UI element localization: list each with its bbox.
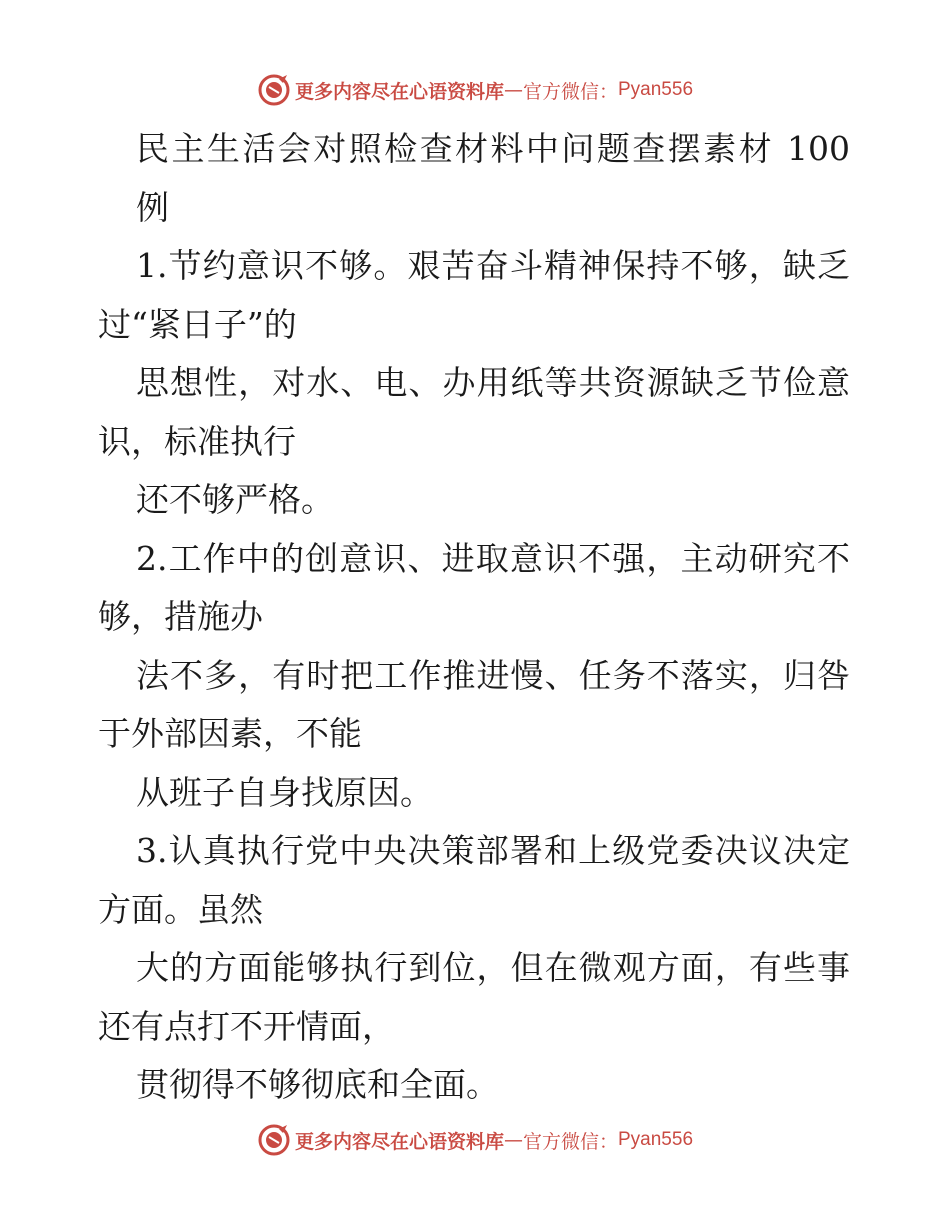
paragraph-line: 够，措施办 (98, 597, 263, 636)
watermark-dash: — (503, 1129, 523, 1151)
pen-seal-logo-icon (257, 1123, 291, 1157)
watermark-wechat-id: Pyan556 (618, 79, 694, 100)
watermark-header (0, 72, 950, 108)
watermark-site-name: 更多内容尽在心语资料库 (294, 80, 504, 103)
paragraph-line: 思想性，对水、电、办用纸等共资源缺乏节俭意 (136, 363, 850, 402)
paragraph-line: 法不多，有时把工作推进慢、任务不落实，归咎 (136, 655, 850, 695)
paragraph-line: 贯彻得不够彻底和全面。 (136, 1065, 499, 1104)
paragraph-line: 识，标准执行 (98, 421, 296, 461)
paragraph-line: 2.工作中的创意识、进取意识不强，主动研究不 (136, 538, 850, 578)
paragraph-line: 于外部因素，不能 (98, 714, 362, 753)
watermark-dash: — (503, 79, 523, 101)
paragraph-line: 还不够严格。 (136, 480, 334, 519)
watermark-site-name: 更多内容尽在心语资料库 (294, 1130, 504, 1153)
paragraph-line: 从班子自身找原因。 (136, 772, 433, 812)
paragraph-line: 方面。虽然 (98, 889, 263, 929)
pen-seal-logo-icon (257, 73, 291, 107)
paragraph-line: 3.认真执行党中央决策部署和上级党委决议决定 (136, 831, 850, 870)
paragraph-line: 还有点打不开情面， (98, 1006, 395, 1046)
watermark-footer (0, 1122, 950, 1158)
paragraph-line: 1.节约意识不够。艰苦奋斗精神保持不够，缺乏 (136, 246, 850, 285)
document-title-line: 例 (136, 187, 169, 227)
document-body (98, 120, 858, 1115)
watermark-wechat-label: 官方微信： (522, 1130, 618, 1153)
paragraph-line: 过“紧日子”的 (98, 304, 297, 344)
watermark-wechat-label: 官方微信： (522, 80, 618, 103)
watermark-wechat-id: Pyan556 (618, 1129, 694, 1150)
document-title-line: 民主生活会对照检查材料中问题查摆素材 100 (136, 129, 850, 168)
paragraph-line: 大的方面能够执行到位，但在微观方面，有些事 (136, 948, 850, 987)
